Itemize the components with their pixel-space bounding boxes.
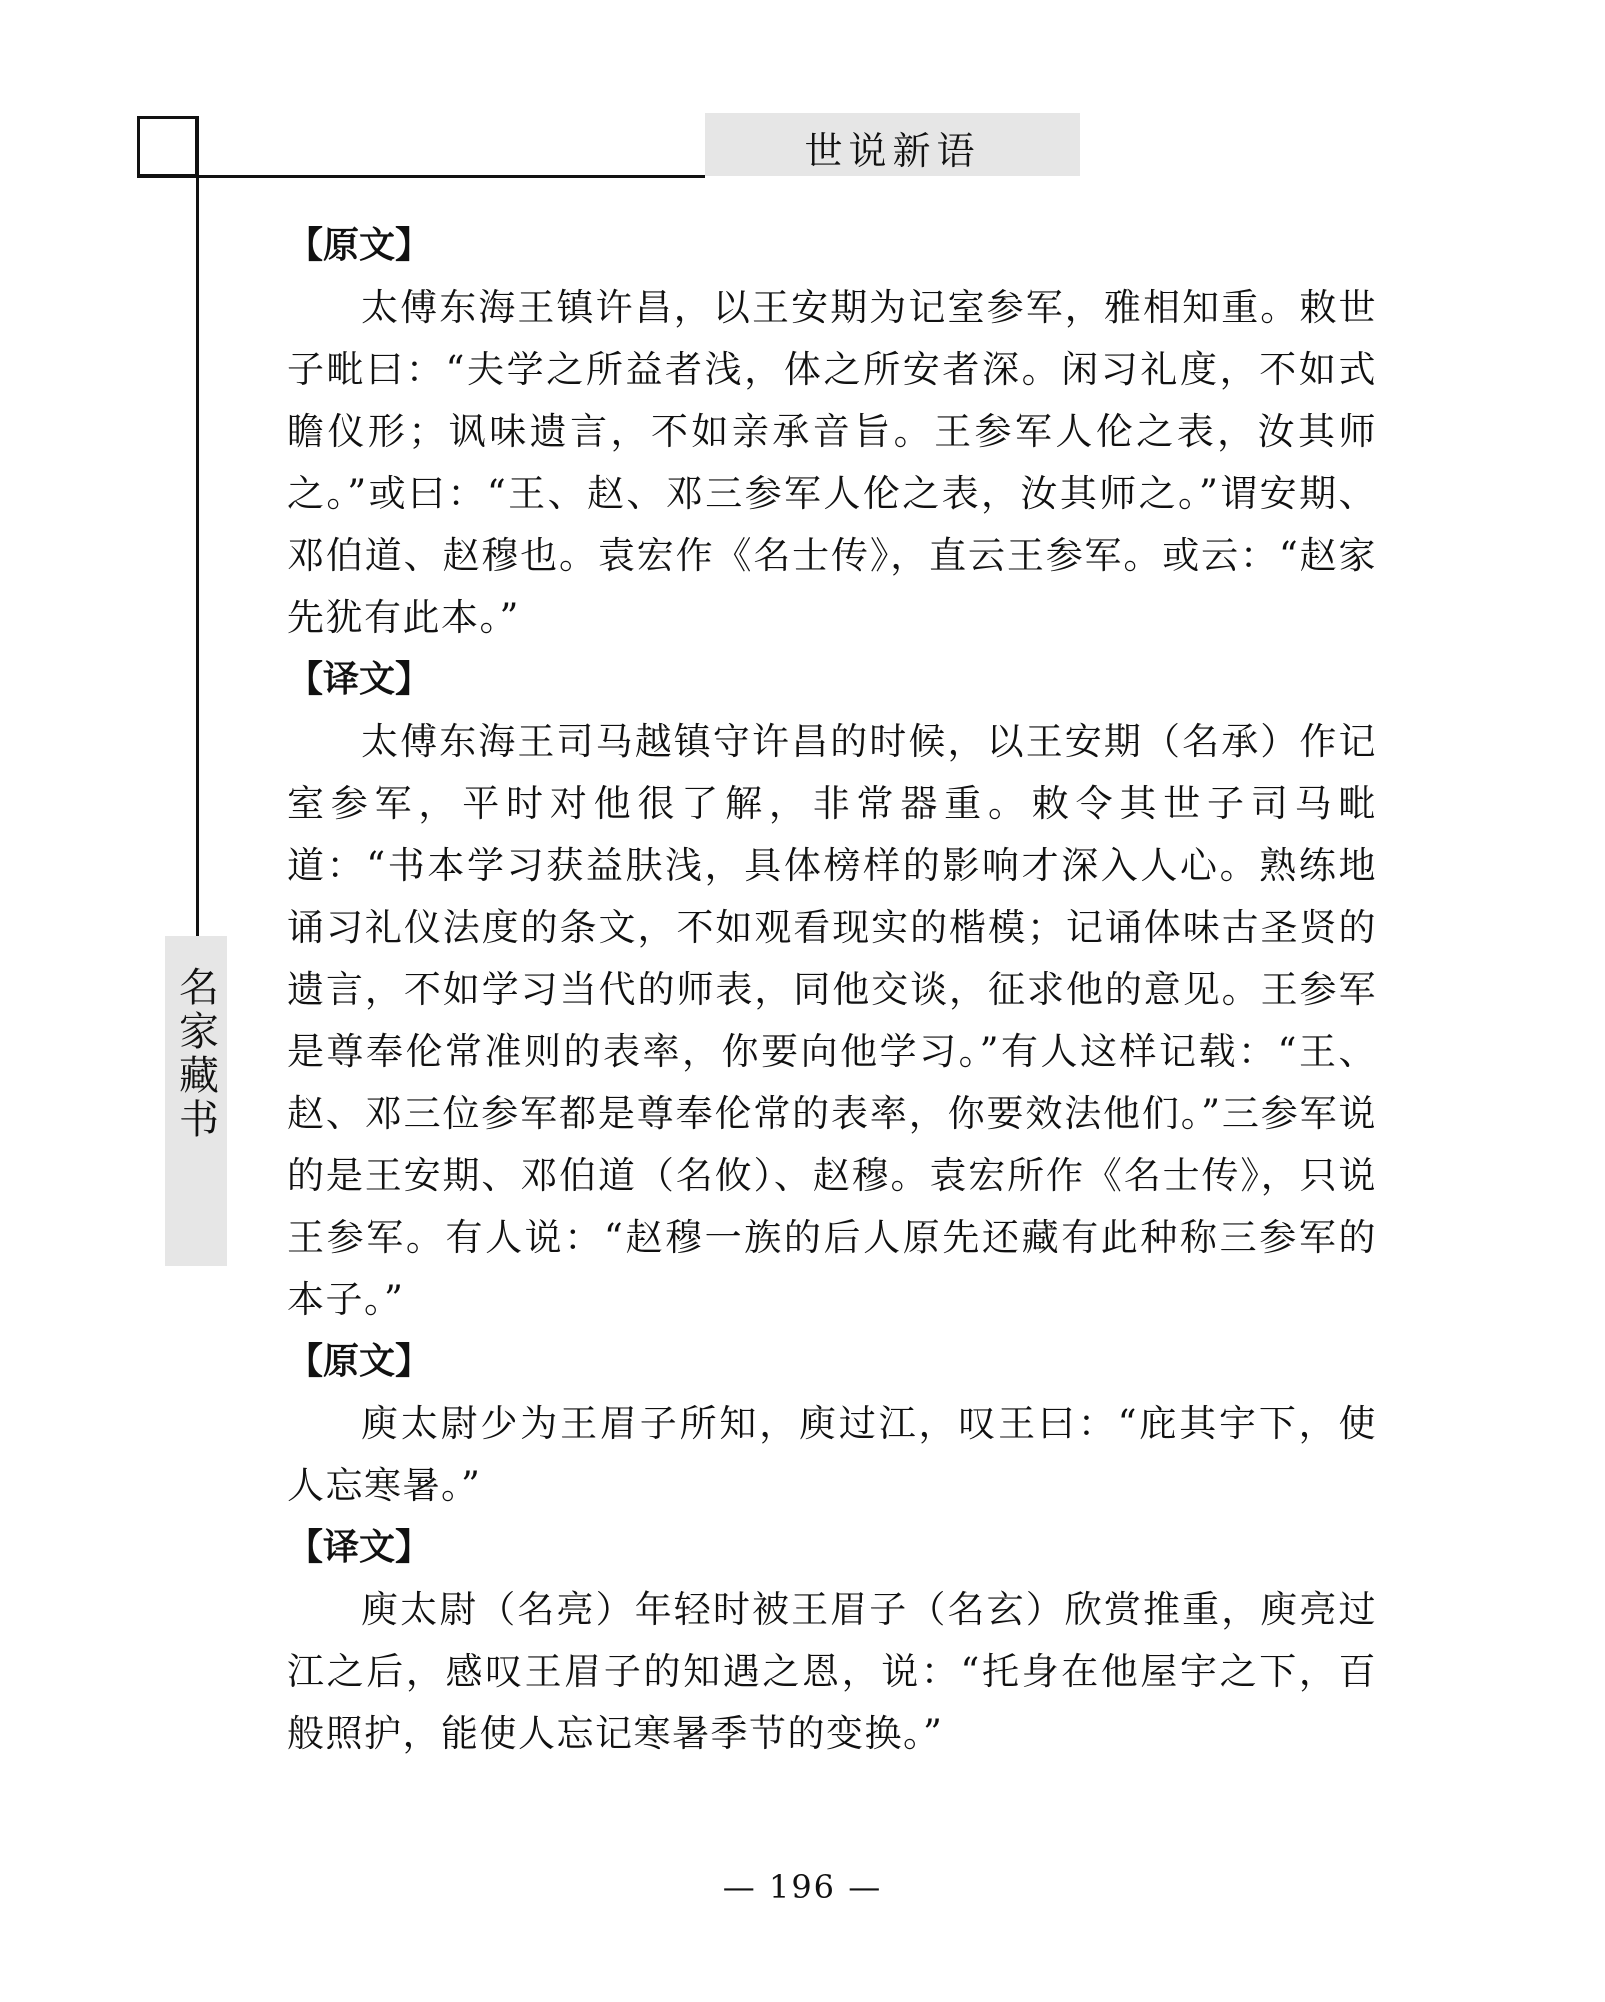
section-label: 【译文】 (287, 1527, 432, 1568)
running-header (705, 113, 1080, 176)
section-label: 【原文】 (287, 1341, 432, 1382)
margin-vertical-rule (196, 116, 199, 936)
book-title: 世说新语 (804, 129, 981, 173)
header-rule (137, 175, 705, 178)
paragraph: 太傅东海王司马越镇守许昌的时候，以王安期（名承）作记室参军，平时对他很了解，非常器重。敕令其世子司马毗道：“书本学习获益肤浅，具体榜样的影响才深入人心。熟练地诵习礼仪法度的条文，不如观看现实的楷模；记诵体味古圣贤的遗言，不如学习当代的师表，同他交谈，征求他的意见。王参军是尊奉伦常准则的表率，你要向他学习。”有人这样记载：“王、赵、邓三位参军都是尊奉伦常的表率，你要效法他们。”三参军说的是王安期、邓伯道（名攸）、赵穆。袁宏所作《名士传》，只说王参军。有人说：“赵穆一族的后人原先还藏有此种称三参军的本子。” (287, 720, 1377, 1321)
paragraph: 太傅东海王镇许昌，以王安期为记室参军，雅相知重。敕世子毗曰：“夫学之所益者浅，体之所安者深。闲习礼度，不如式瞻仪形；讽味遗言，不如亲承音旨。王参军人伦之表，汝其师之。”或曰：“王、赵、邓三参军人伦之表，汝其师之。”谓安期、邓伯道、赵穆也。袁宏作《名士传》，直云王参军。或云：“赵家先犹有此本。” (287, 286, 1377, 639)
section-translation-2 (287, 1517, 1377, 1765)
paragraph: 庾太尉（名亮）年轻时被王眉子（名玄）欣赏推重，庾亮过江之后，感叹王眉子的知遇之恩，说：“托身在他屋宇之下，百般照护，能使人忘记寒暑季节的变换。” (287, 1588, 1377, 1755)
section-label: 【原文】 (287, 225, 432, 266)
header-corner-box (137, 116, 198, 177)
side-tab-label: 名家藏书 (172, 966, 219, 1142)
page-body (287, 215, 1377, 1765)
section-translation-1 (287, 649, 1377, 1331)
side-tab (165, 936, 227, 1266)
section-label: 【译文】 (287, 659, 432, 700)
page-number: — 196 — (722, 1868, 883, 1906)
section-original-2 (287, 1331, 1377, 1517)
section-original-1 (287, 215, 1377, 649)
paragraph: 庾太尉少为王眉子所知，庾过江，叹王曰：“庇其宇下，使人忘寒暑。” (287, 1402, 1377, 1507)
